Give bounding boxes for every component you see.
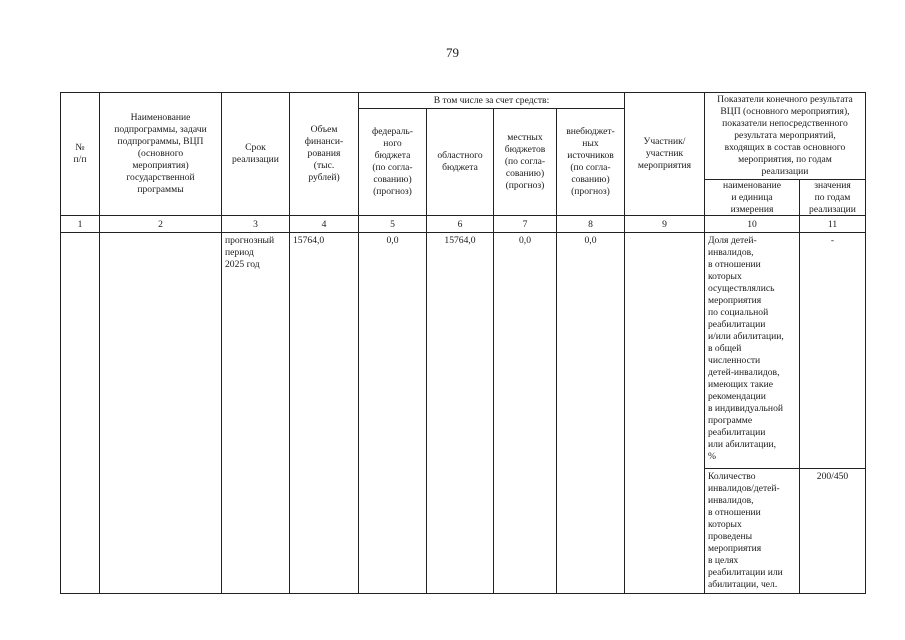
column-number: 1	[77, 219, 83, 230]
table-divider	[704, 468, 866, 469]
column-number: 5	[390, 219, 395, 230]
row-volume: 15764,0	[293, 235, 325, 246]
header-local: местных бюджетов (по согла- сованию) (прогноз)	[504, 132, 546, 191]
header-number: № п/п	[73, 142, 87, 165]
indicator-name: Доля детей- инвалидов, в отношении которых осуществлялись мероприятия по социальной реабилитации и/или абилитации, в общей численности детей-инвалидов, имеющих такие рекомендации в индивидуальной программе реабилитации или абилитации, %	[708, 235, 784, 462]
column-number: 8	[588, 219, 593, 230]
indicator-value: -	[830, 235, 835, 246]
header-indicator-name: наименование и единица измерения	[723, 179, 781, 215]
header-volume: Объем финанси- рования (тыс. рублей)	[304, 124, 344, 183]
row-federal: 0,0	[386, 235, 399, 246]
row-term: прогнозный период 2025 год	[225, 235, 275, 270]
header-federal: федераль- ного бюджета (по согла- сованию) (прогноз)	[372, 126, 413, 197]
column-number: 7	[522, 219, 528, 230]
column-number: 4	[321, 219, 327, 230]
row-regional: 15764,0	[444, 235, 476, 246]
header-indicators-group: Показатели конечного результата ВЦП (основного мероприятия), показатели непосредственного результата мероприятий, входящих в состав основного мероприятия, по годам реализации	[717, 94, 853, 177]
header-indicator-values: значения по годам реализации	[809, 179, 856, 215]
column-number: 9	[662, 219, 667, 230]
row-extra: 0,0	[584, 235, 597, 246]
indicator-value: 200/450	[816, 471, 849, 482]
table-border-bottom	[60, 593, 866, 594]
page-number: 79	[446, 45, 459, 60]
column-number: 11	[827, 219, 838, 230]
column-number: 2	[158, 219, 163, 230]
header-term: Срок реализации	[232, 142, 279, 165]
header-funding-group: В том числе за счет средств:	[433, 94, 550, 106]
column-number: 3	[253, 219, 258, 230]
column-number: 6	[457, 219, 463, 230]
header-regional: областного бюджета	[437, 150, 483, 173]
column-number: 10	[747, 219, 757, 230]
program-table	[60, 92, 866, 594]
indicator-name: Количество инвалидов/детей- инвалидов, в отношении которых проведены мероприятия в целях реабилитации или абилитации, чел.	[708, 471, 783, 590]
row-local: 0,0	[519, 235, 531, 246]
table-border-right	[865, 92, 866, 594]
header-extra: внебюджет- ных источников (по согла- сованию) (прогноз)	[566, 126, 615, 197]
header-participant: Участник/ участник мероприятия	[637, 136, 692, 171]
table-divider	[60, 232, 866, 233]
header-name: Наименование подпрограммы, задачи подпрограммы, ВЦП (основного мероприятия) государственной программы	[114, 112, 207, 195]
